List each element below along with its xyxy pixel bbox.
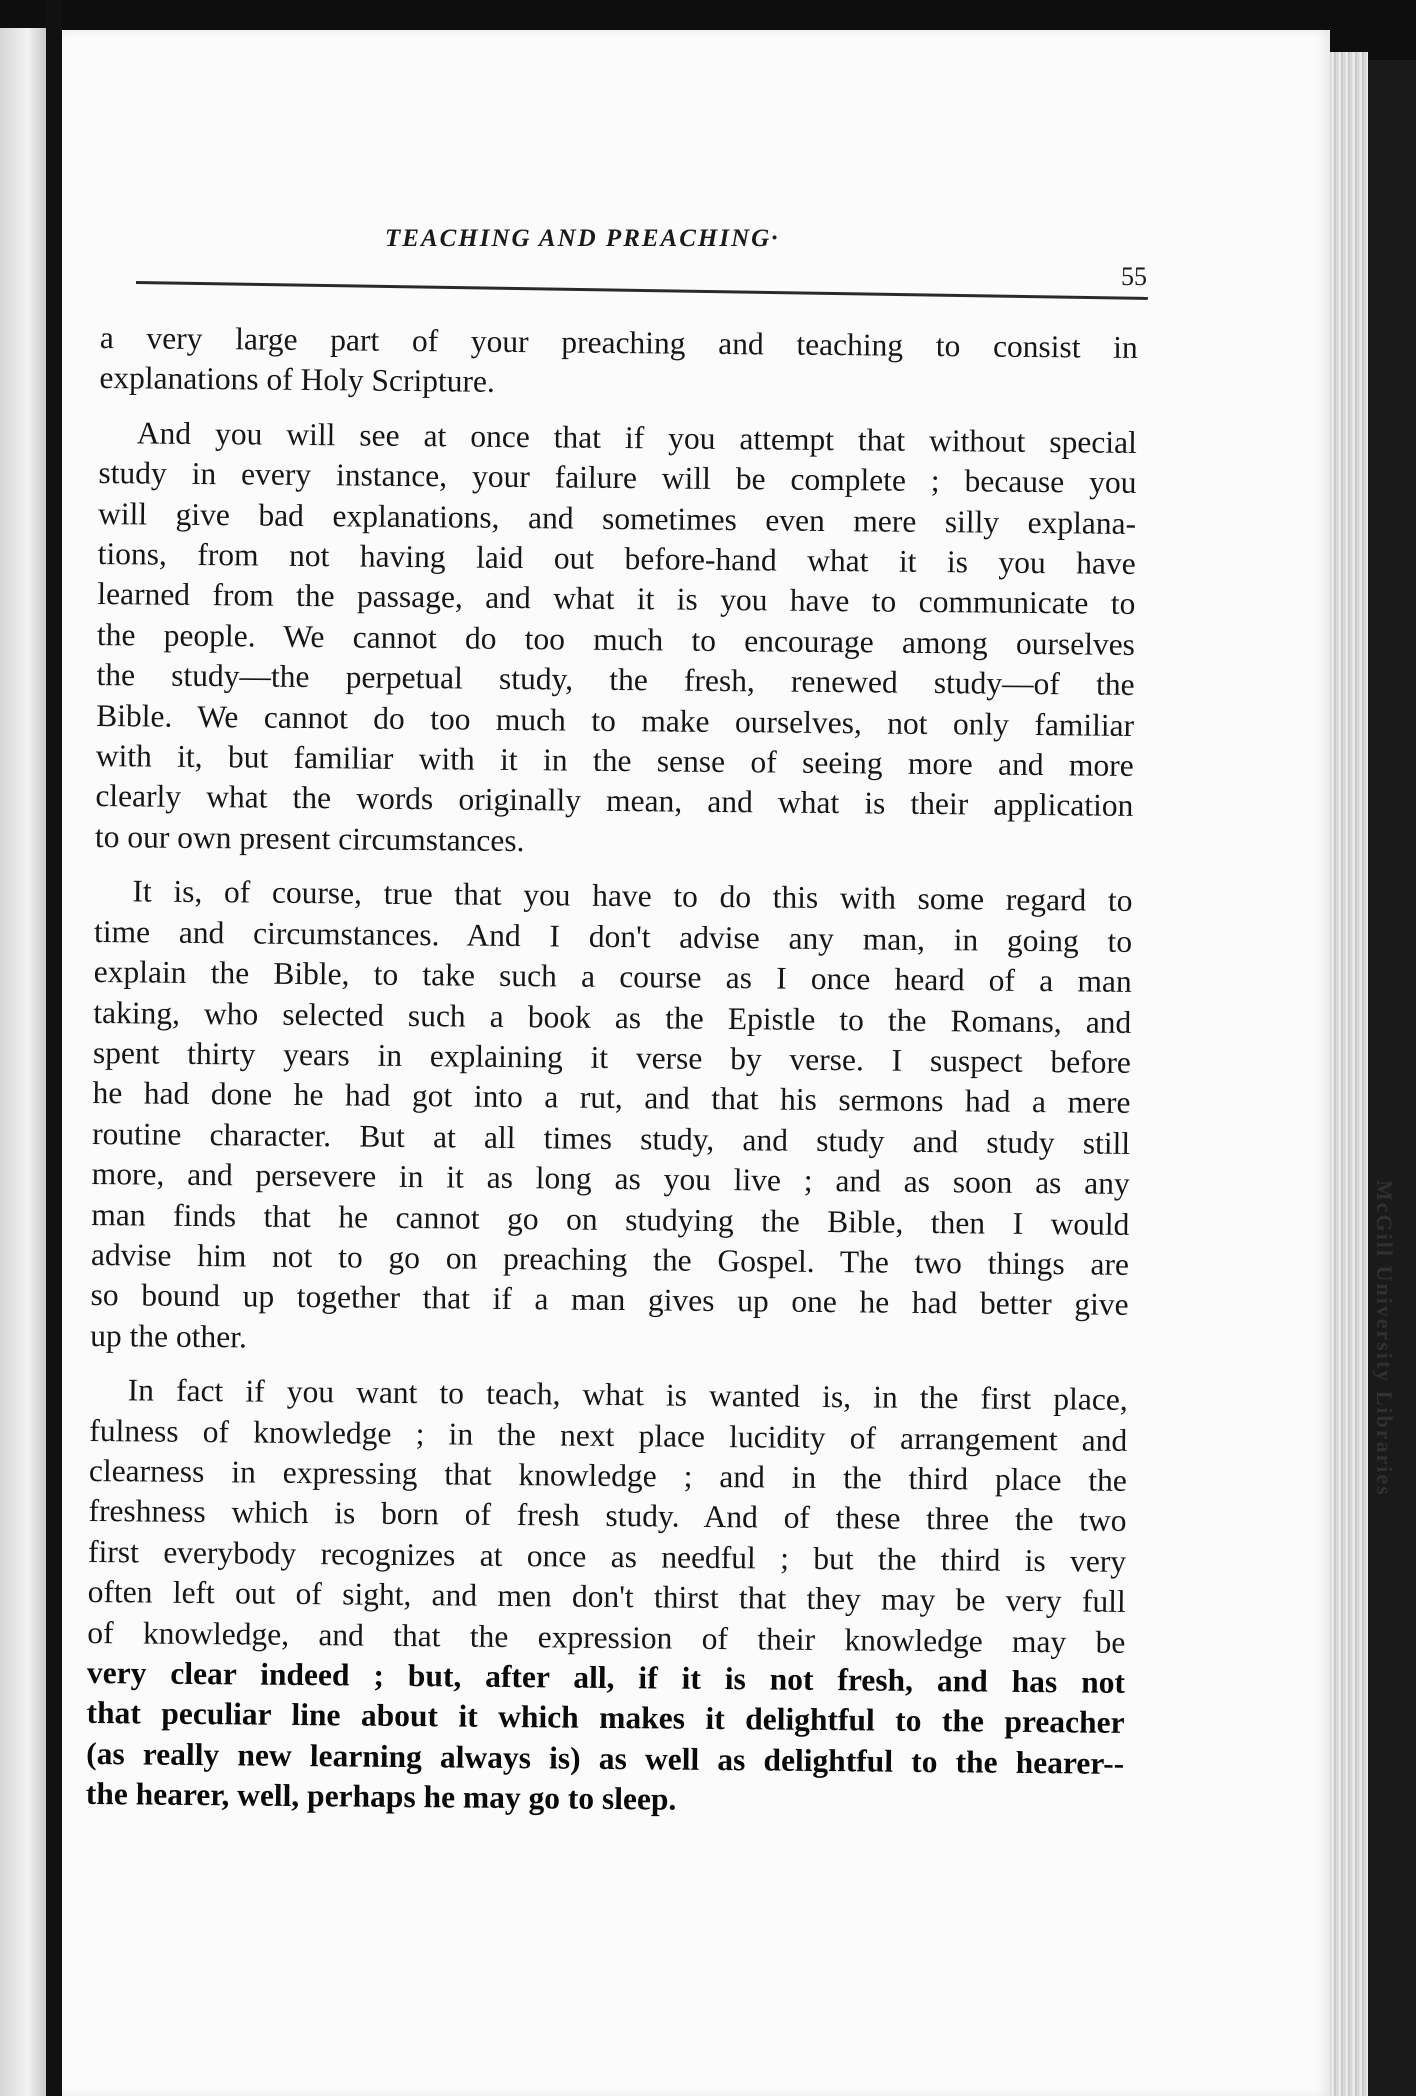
- facing-page-edge: [0, 28, 46, 2096]
- paragraph: [95, 413, 1137, 867]
- text-line: more, and persevere in it as long as you live ; and as soon as any: [91, 1156, 1130, 1202]
- text-line: so bound up together that if a man gives up one he had better give: [90, 1277, 1129, 1323]
- text-line: (as really new learning always is) as well as delightful to the hearer--: [86, 1735, 1125, 1781]
- text-line: tions, from not having laid out before-hand what it is you have: [97, 536, 1136, 581]
- text-line: freshness which is born of fresh study. And of these three the two: [88, 1493, 1127, 1539]
- text-line: very clear indeed ; but, after all, if it is not fresh, and has not: [86, 1654, 1126, 1700]
- text-line: routine character. But at all times study, and study and study still: [92, 1115, 1131, 1161]
- text-line: Bible. We cannot do too much to make ourselves, not only familiar: [96, 697, 1135, 743]
- text-line: time and circumstances. And I don't advise any man, in going to: [93, 913, 1133, 959]
- text-line: the study—the perpetual study, the fresh, renewed study—of the: [96, 657, 1135, 703]
- text-line: with it, but familiar with it in the sense of seeing more and more: [95, 738, 1134, 784]
- text-line: will give bad explanations, and sometimes even mere silly explana-: [97, 495, 1137, 541]
- text-line: of knowledge, and that the expression of their knowledge may be: [87, 1614, 1126, 1660]
- text-line: the hearer, well, perhaps he may go to sleep.: [85, 1776, 677, 1817]
- text-line: In fact if you want to teach, what is wanted is, in the first place,: [127, 1372, 1128, 1418]
- paragraph: [99, 318, 1138, 409]
- text-line: taking, who selected such a book as the Epistle to the Romans, and: [93, 994, 1132, 1040]
- text-line: to our own present circumstances.: [94, 818, 525, 858]
- text-line: clearly what the words originally mean, and what is their application: [95, 778, 1134, 824]
- body-text: [86, 318, 1138, 1825]
- text-line: up the other.: [90, 1317, 247, 1355]
- library-stamp: McGill University Libraries: [1372, 1180, 1397, 1497]
- text-line: spent thirty years in explaining it verse by verse. I suspect before: [92, 1034, 1132, 1080]
- text-line: the people. We cannot do too much to encourage among ourselves: [96, 616, 1136, 662]
- text-line: explain the Bible, to take such a course as I once heard of a man: [93, 954, 1132, 1000]
- text-line: a very large part of your preaching and teaching to consist in: [99, 319, 1138, 365]
- text-line: often left out of sight, and men don't thirst that they may be very full: [87, 1574, 1126, 1620]
- text-line: that peculiar line about it which makes it delightful to the preacher: [86, 1695, 1125, 1741]
- paragraph: [86, 1370, 1128, 1824]
- text-line: learned from the passage, and what it is you have to communicate to: [97, 576, 1136, 622]
- text-line: And you will see at once that if you attempt that without special: [136, 415, 1138, 460]
- text-line: advise him not to go on preaching the Gospel. The two things are: [90, 1236, 1130, 1282]
- running-head: TEACHING AND PREACHING·: [385, 225, 780, 252]
- text-line: study in every instance, your failure will be complete ; because you: [98, 455, 1137, 501]
- text-line: explanations of Holy Scripture.: [99, 360, 495, 400]
- text-line: he had done he had got into a rut, and that his sermons had a mere: [92, 1075, 1131, 1121]
- text-line: fulness of knowledge ; in the next place lucidity of arrangement and: [89, 1412, 1128, 1458]
- text-line: clearness in expressing that knowledge ; and in the third place the: [88, 1452, 1128, 1498]
- text-line: It is, of course, true that you have to do this with some regard to: [132, 873, 1133, 919]
- book-gutter: [46, 0, 62, 2096]
- page-edges: [1330, 52, 1368, 2096]
- text-line: first everybody recognizes at once as needful ; but the third is very: [87, 1533, 1127, 1579]
- paragraph: [90, 871, 1133, 1366]
- page-number: 55: [1121, 262, 1147, 291]
- book-cover-spine: [1368, 60, 1416, 2096]
- text-line: man finds that he cannot go on studying the Bible, then I would: [91, 1196, 1130, 1242]
